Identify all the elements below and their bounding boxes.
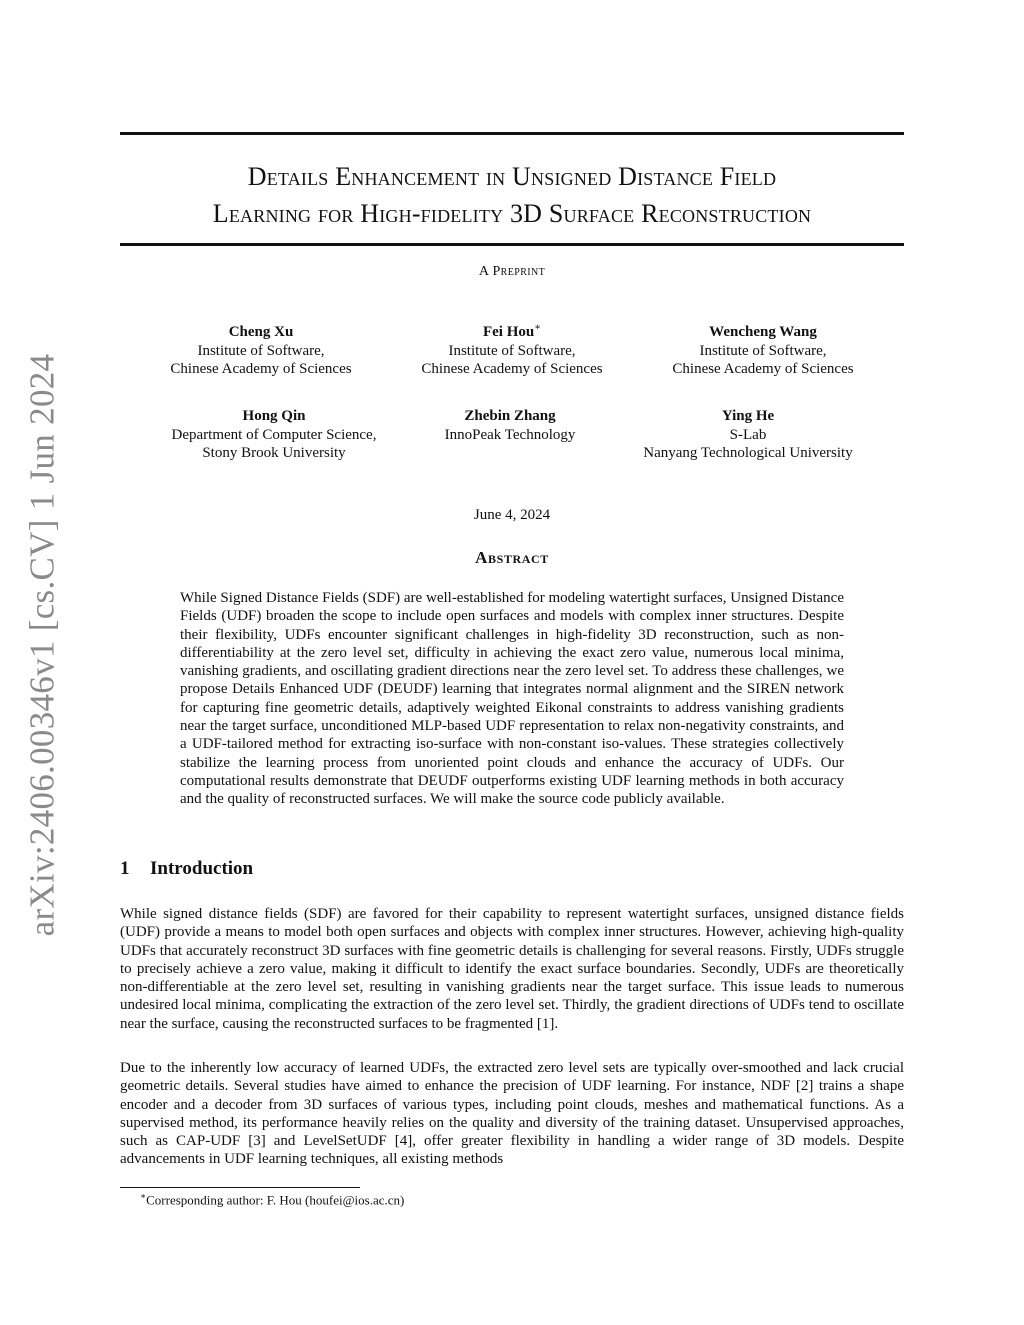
author-block (144, 403, 404, 463)
author-affiliation: Chinese Academy of Sciences (421, 361, 603, 377)
author-affiliation: Stony Brook University (202, 445, 346, 461)
author-name: Cheng Xu (228, 324, 294, 340)
author-name: Fei Hou∗ (482, 322, 542, 340)
title-bottom-rule (120, 243, 904, 246)
title-top-rule (120, 132, 904, 135)
footnote-mark: ∗ (140, 1191, 147, 1201)
author-block (380, 403, 640, 444)
author-affiliation: Chinese Academy of Sciences (170, 361, 352, 377)
section-number: 1 (120, 858, 130, 879)
corresponding-author-mark: ∗ (534, 322, 542, 333)
author-block (131, 319, 391, 379)
author-affiliation: Chinese Academy of Sciences (672, 361, 854, 377)
publication-date: June 4, 2024 (473, 507, 551, 523)
author-block (382, 319, 642, 379)
arxiv-stamp-text: arXiv:2406.00346v1 [cs.CV] 1 Jun 2024 (22, 353, 62, 937)
paper-title (120, 158, 904, 232)
body-paragraph: While signed distance fields (SDF) are favored for their capability to represent watertight surfaces, unsigned distance fields (UDF) provide a means to model both open surfaces and objects with complex inner structures. However, achieving high-quality UDFs that accurately reconstruct 3D surfaces with fine geometric details is challenging for several reasons. Firstly, UDFs struggle to precisely achieve a zero value, making it difficult to identify the exact surface boundaries. Secondly, UDFs are theoretically non-differentiable at the zero level set, resulting in vanishing gradients near the target surface. This issue leads to numerous undesired local minima, complicating the extraction of the zero level set. Thirdly, the gradient directions of UDFs tend to oscillate near the surface, causing the reconstructed surfaces to be fragmented [1]. (120, 906, 904, 1032)
author-affiliation: Department of Computer Science, (171, 426, 377, 443)
preprint-label: A Preprint (478, 264, 546, 279)
section-title: Introduction (150, 858, 254, 879)
author-affiliation: Nanyang Technological University (643, 445, 853, 461)
title-line-1: Details Enhancement in Unsigned Distance Field (247, 162, 777, 191)
author-affiliation: InnoPeak Technology (444, 426, 576, 443)
footnote (140, 1191, 404, 1208)
author-block (633, 319, 893, 379)
author-name: Hong Qin (242, 408, 306, 424)
section-heading (120, 858, 253, 880)
author-name: Ying He (721, 408, 775, 424)
abstract-body: While Signed Distance Fields (SDF) are well-established for modeling watertight surfaces, Unsigned Distance Fields (UDF) broaden the scope to include open surfaces and models with complex inner structures. Despite their flexibility, UDFs encounter significant challenges in high-fidelity 3D reconstruction, such as non-differentiability at the zero level set, difficulty in achieving the exact zero value, numerous local minima, vanishing gradients, and oscillating gradient directions near the zero level set. To address these challenges, we propose Details Enhanced UDF (DEUDF) learning that integrates normal alignment and the SIREN network for capturing fine geometric details, adaptively weighted Eikonal constraints to address vanishing gradients near the target surface, unconditioned MLP-based UDF representation to relax non-negativity constraints, and a UDF-tailored method for extracting iso-surface with non-constant iso-values. These strategies collectively stabilize the learning process from unoriented point clouds and enhance the accuracy of UDFs. Our computational results demonstrate that DEUDF outperforms existing UDF learning methods in both accuracy and the quality of reconstructed surfaces. We will make the source code publicly available. (180, 590, 844, 808)
author-block (618, 403, 878, 463)
author-affiliation: Institute of Software, (197, 342, 325, 359)
author-affiliation: S-Lab (729, 426, 767, 443)
author-affiliation: Institute of Software, (448, 342, 576, 359)
author-name: Zhebin Zhang (464, 408, 556, 424)
author-name: Wencheng Wang (709, 324, 817, 340)
footnote-rule (120, 1187, 360, 1188)
arxiv-identifier-stamp (14, 353, 70, 937)
title-line-2: Learning for High-fidelity 3D Surface Reconstruction (212, 199, 812, 228)
abstract-heading: Abstract (475, 548, 549, 567)
body-paragraph: Due to the inherently low accuracy of learned UDFs, the extracted zero level sets are typically over-smoothed and lack crucial geometric details. Several studies have aimed to enhance the precision of UDF learning. For instance, NDF [2] trains a shape encoder and a decoder from 3D surfaces of various types, including point clouds, meshes and mathematical functions. As a supervised method, its performance heavily relies on the quality and diversity of the training dataset. Unsupervised approaches, such as CAP-UDF [3] and LevelSetUDF [4], offer greater flexibility in handling a wider range of 3D models. Despite advancements in UDF learning techniques, all existing methods (120, 1060, 904, 1168)
author-affiliation: Institute of Software, (699, 342, 827, 359)
footnote-text: Corresponding author: F. Hou (houfei@ios.ac.cn) (146, 1192, 405, 1208)
